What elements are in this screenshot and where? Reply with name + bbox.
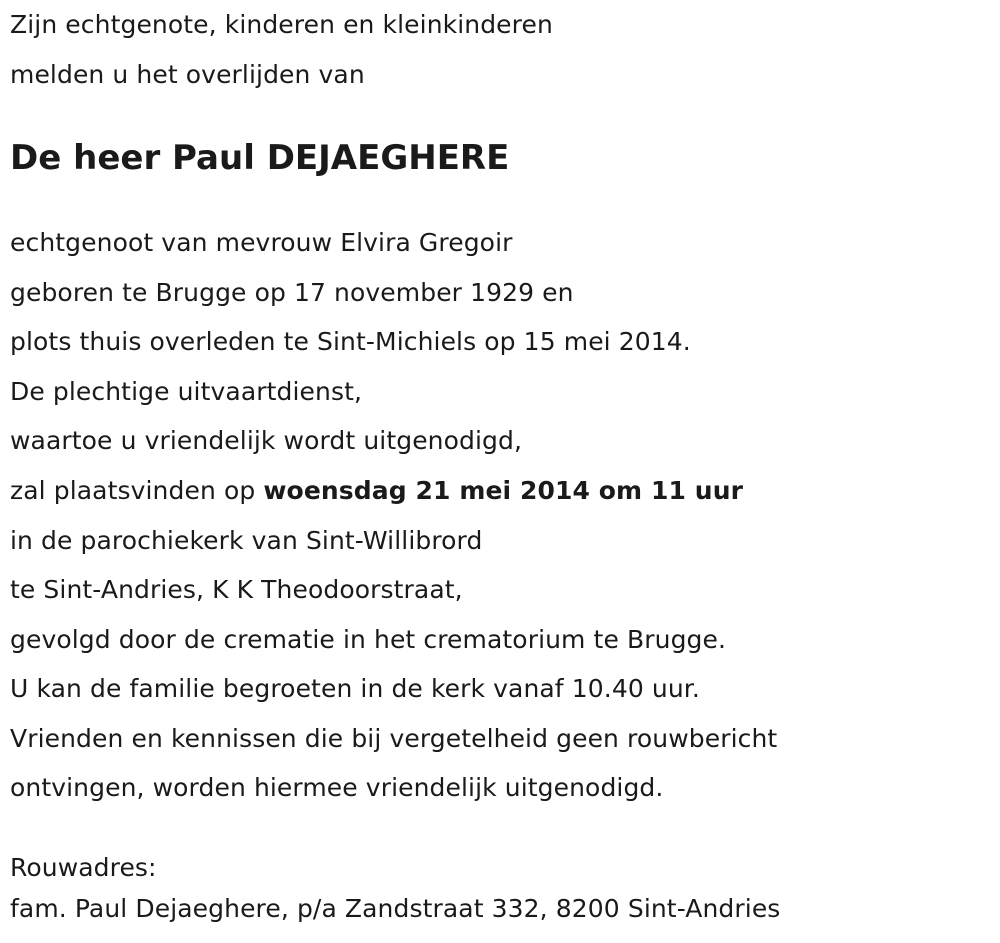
deceased-name: De heer Paul DEJAEGHERE: [10, 138, 510, 178]
intro-line-2: melden u het overlijden van: [10, 60, 365, 89]
details-line-4: U kan de familie begroeten in de kerk vanaf 10.40 uur.: [10, 674, 700, 703]
address-label: Rouwadres:: [10, 853, 157, 882]
details-line-5: Vrienden en kennissen die bij vergetelheid geen rouwbericht: [10, 724, 778, 753]
body-line-1: echtgenoot van mevrouw Elvira Gregoir: [10, 228, 513, 257]
body-line-4: De plechtige uitvaartdienst,: [10, 377, 363, 406]
details-line-1: in de parochiekerk van Sint-Willibrord: [10, 526, 483, 555]
details-line-2: te Sint-Andries, K K Theodoorstraat,: [10, 575, 463, 604]
service-prefix: zal plaatsvinden op: [10, 476, 264, 505]
details-line-6: ontvingen, worden hiermee vriendelijk uitgenodigd.: [10, 773, 664, 802]
intro-line-1: Zijn echtgenote, kinderen en kleinkinderen: [10, 10, 553, 39]
body-line-3: plots thuis overleden te Sint-Michiels op 15 mei 2014.: [10, 327, 691, 356]
service-datetime: woensdag 21 mei 2014 om 11 uur: [263, 476, 744, 505]
body-line-5: waartoe u vriendelijk wordt uitgenodigd,: [10, 426, 523, 455]
address-value: fam. Paul Dejaeghere, p/a Zandstraat 332, 8200 Sint-Andries: [10, 894, 781, 923]
details-line-3: gevolgd door de crematie in het crematorium te Brugge.: [10, 625, 727, 654]
body-line-2: geboren te Brugge op 17 november 1929 en: [10, 278, 574, 307]
service-line: [10, 476, 743, 506]
